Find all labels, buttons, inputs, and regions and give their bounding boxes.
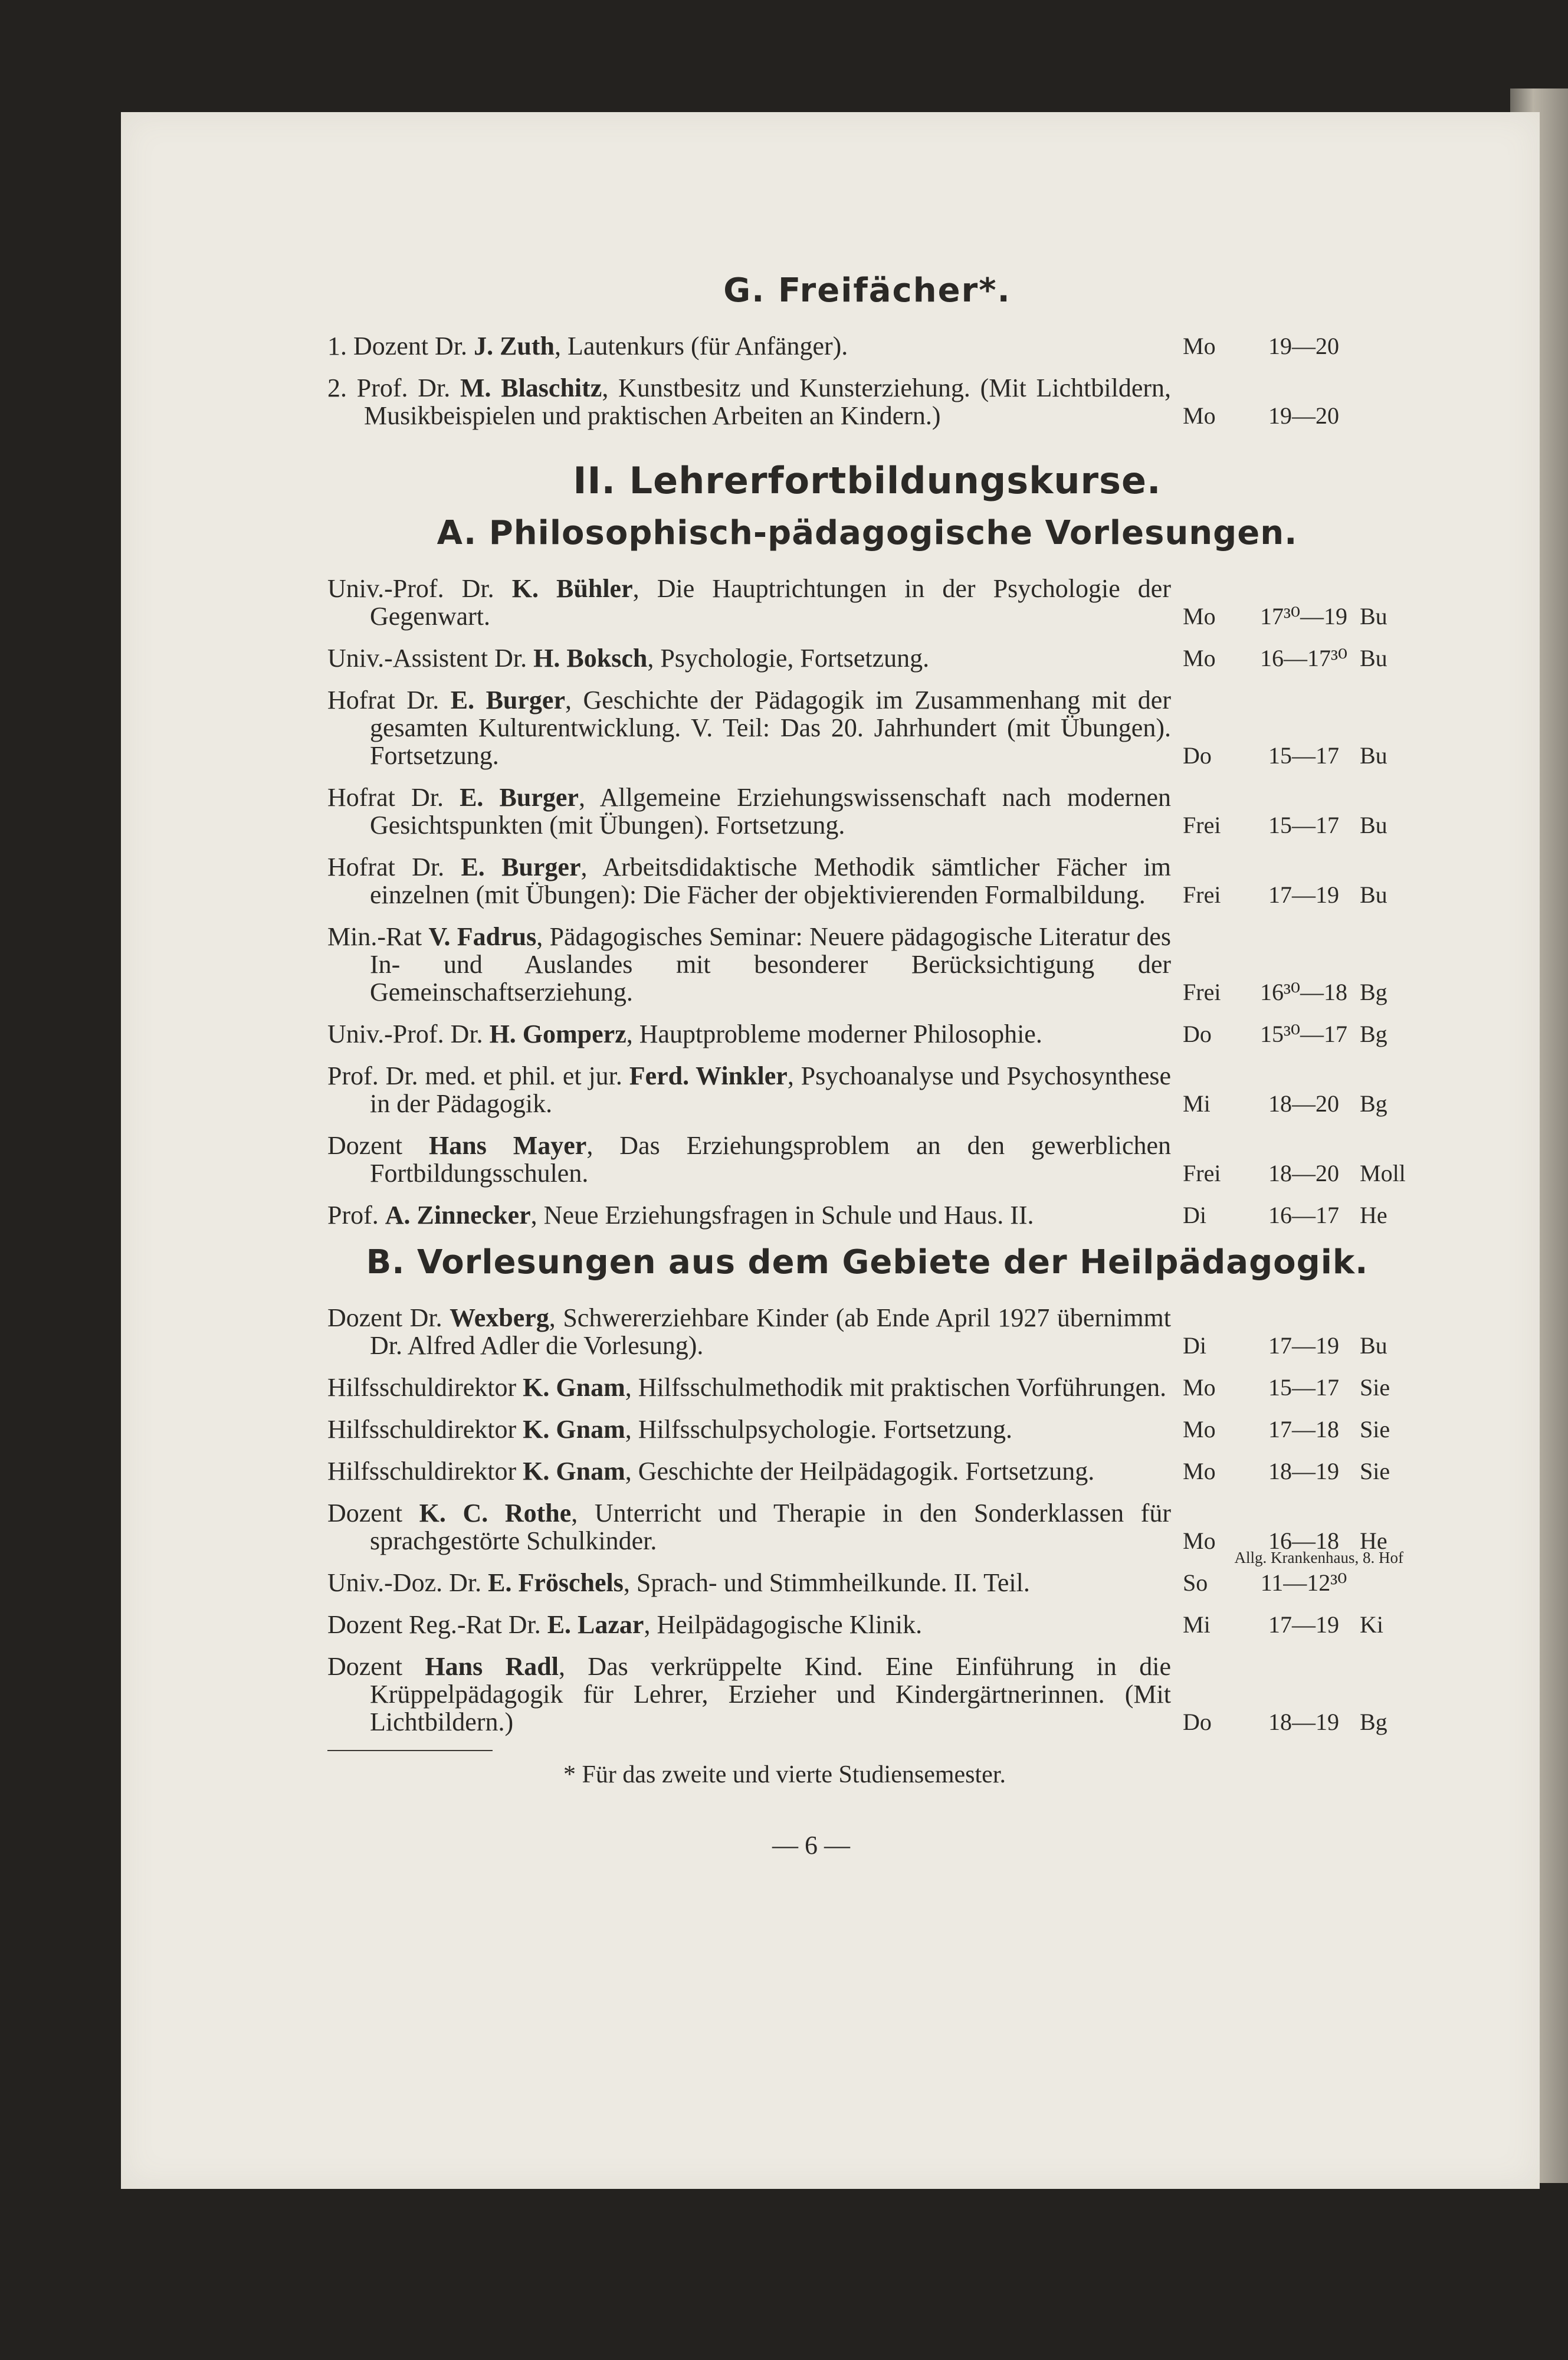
lecturer-title: Univ.-Assistent Dr. (327, 644, 534, 673)
lecturer-title: Hilfsschuldirektor (327, 1415, 523, 1444)
course-description (327, 686, 1171, 769)
course-entry (327, 1457, 1407, 1485)
course-description (327, 853, 1171, 909)
room-code: Bu (1360, 645, 1387, 671)
course-description (327, 644, 1171, 672)
schedule (1183, 644, 1407, 672)
location-note: Allg. Krankenhaus, 8. Hof (1234, 1549, 1403, 1566)
schedule (1183, 1374, 1407, 1401)
course-entry (327, 644, 1407, 672)
lecturer-title: Dozent Reg.-Rat Dr. (327, 1610, 547, 1639)
room-code: Bg (1360, 1709, 1387, 1735)
lecturer-name: H. Gomperz (489, 1020, 626, 1048)
section-a-list (327, 575, 1407, 1229)
schedule (1183, 978, 1407, 1006)
weekday: Frei (1183, 812, 1221, 838)
schedule (1183, 1457, 1407, 1485)
time-slot: 11—12³⁰ (1260, 1569, 1347, 1596)
weekday: Di (1183, 1332, 1206, 1359)
time-slot: 17³⁰—19 (1259, 603, 1348, 630)
section-a-title: A. Philosophisch-pädagogische Vorlesungen. (437, 514, 1298, 552)
schedule (1183, 602, 1407, 630)
course-description (327, 1020, 1171, 1048)
course-title: , Unterricht und Therapie in den Sonderklassen für sprachgestörte Schulkinder. (370, 1499, 1171, 1555)
time-slot: 15—17 (1268, 1374, 1339, 1401)
course-entry (327, 1062, 1407, 1117)
room-code: Moll (1360, 1160, 1406, 1186)
course-description (327, 1062, 1171, 1117)
schedule (1183, 1159, 1407, 1187)
course-description (327, 1499, 1171, 1555)
course-entry (327, 1304, 1407, 1359)
schedule (1183, 1549, 1407, 1597)
course-entry (327, 1374, 1407, 1401)
weekday: Mo (1183, 645, 1216, 671)
time-slot: 18—20 (1268, 1090, 1339, 1117)
course-description (327, 1457, 1171, 1485)
course-description (327, 1569, 1171, 1597)
weekday: Mi (1183, 1611, 1211, 1638)
course-entry (327, 1653, 1407, 1736)
lecturer-name: J. Zuth (474, 332, 555, 360)
lecturer-name: E. Burger (450, 686, 565, 714)
schedule (1183, 881, 1407, 909)
schedule (1183, 1020, 1407, 1048)
weekday: Do (1183, 1709, 1212, 1735)
section-b-list (327, 1304, 1407, 1736)
room-code: Bu (1360, 742, 1387, 769)
lecturer-title: Dozent (327, 1652, 425, 1681)
time-slot: 17—19 (1268, 1332, 1339, 1359)
room-code: Bg (1360, 1021, 1387, 1047)
room-code: Sie (1360, 1374, 1390, 1401)
lecturer-title: Hofrat Dr. (327, 783, 460, 812)
course-entry (327, 686, 1407, 769)
schedule (1183, 1708, 1407, 1736)
weekday: Di (1183, 1202, 1206, 1228)
course-entry (327, 923, 1407, 1006)
page-content (327, 271, 1407, 1860)
course-description (327, 1304, 1171, 1359)
section-g-title: G. Freifächer*. (723, 271, 1011, 310)
lecturer-title: Dozent (327, 1499, 419, 1528)
course-title: , Neue Erziehungsfragen in Schule und Haus. II. (530, 1201, 1034, 1230)
lecturer-title: Dozent Dr. (327, 1303, 450, 1332)
course-description (327, 1611, 1171, 1638)
lecturer-name: Wexberg (450, 1303, 549, 1332)
time-slot: 16—17³⁰ (1259, 645, 1348, 671)
time-slot: 19—20 (1268, 333, 1339, 359)
lecturer-name: H. Boksch (533, 644, 648, 673)
time-slot: 15—17 (1268, 742, 1339, 769)
lecturer-title: Hilfsschuldirektor (327, 1373, 523, 1402)
schedule (1183, 811, 1407, 839)
course-entry (327, 1611, 1407, 1638)
weekday: Frei (1183, 1160, 1221, 1186)
course-description (327, 575, 1171, 630)
lecturer-name: A. Zinnecker (385, 1201, 531, 1230)
lecturer-title: Hofrat Dr. (327, 853, 461, 881)
schedule (1183, 332, 1407, 360)
lecturer-name: Ferd. Winkler (629, 1061, 788, 1090)
lecturer-name: E. Burger (460, 783, 579, 812)
course-title: , Die Hauptrichtungen in der Psychologie der Gegenwart. (370, 574, 1171, 631)
lecturer-name: K. Bühler (511, 574, 633, 603)
part-ii-title: II. Lehrerfortbildungskurse. (573, 459, 1162, 502)
room-code: Bu (1360, 603, 1387, 630)
course-title: , Hilfsschulpsychologie. Fortsetzung. (625, 1415, 1013, 1444)
course-description (327, 923, 1171, 1006)
course-title: , Pädagogisches Seminar: Neuere pädagogische Literatur des In- und Auslandes mit besonderer Berücksichtigung der Gemeinschaftserziehung. (370, 922, 1171, 1007)
footnote: * Für das zweite und vierte Studiensemester. (563, 1761, 1006, 1788)
course-entry (327, 1020, 1407, 1048)
course-entry (327, 1549, 1407, 1597)
weekday: Do (1183, 1021, 1212, 1047)
room-code: He (1360, 1528, 1387, 1554)
course-title: , Geschichte der Pädagogik im Zusammenhang mit der gesamten Kulturentwicklung. V. Teil: Das 20. Jahrhundert (mit Übungen). Fortsetzung. (370, 686, 1171, 770)
time-slot: 15³⁰—17 (1259, 1021, 1348, 1047)
lecturer-name: E. Fröschels (488, 1568, 624, 1597)
course-title: , Hilfsschulmethodik mit praktischen Vorführungen. (625, 1373, 1167, 1402)
weekday: So (1183, 1569, 1208, 1596)
room-code: Bg (1360, 979, 1387, 1005)
course-description (327, 1132, 1171, 1187)
lecturer-title: Univ.-Prof. Dr. (327, 1020, 490, 1048)
schedule (1183, 1201, 1407, 1229)
time-slot: 15—17 (1268, 812, 1339, 838)
room-code: Bg (1360, 1090, 1387, 1117)
course-description (327, 1374, 1171, 1401)
course-description (327, 784, 1171, 839)
lecturer-title: Prof. Dr. med. et phil. et jur. (327, 1061, 629, 1090)
lecturer-name: E. Burger (461, 853, 581, 881)
course-title: , Lautenkurs (für Anfänger). (555, 332, 848, 360)
weekday: Mi (1183, 1090, 1211, 1117)
course-title: , Kunstbesitz und Kunsterziehung. (Mit Lichtbildern, Musikbeispielen und praktischen Arbeiten an Kindern.) (364, 373, 1172, 430)
lecturer-name: K. C. Rothe (419, 1499, 572, 1528)
course-title: , Schwererziehbare Kinder (ab Ende April 1927 übernimmt Dr. Alfred Adler die Vorlesung). (370, 1303, 1171, 1360)
lecturer-name: E. Lazar (547, 1610, 644, 1639)
time-slot: 16³⁰—18 (1259, 979, 1348, 1005)
room-code: Bu (1360, 1332, 1387, 1359)
course-title: , Heilpädagogische Klinik. (644, 1610, 923, 1639)
course-title: , Hauptprobleme moderner Philosophie. (626, 1020, 1042, 1048)
lecturer-title: Hilfsschuldirektor (327, 1457, 523, 1486)
lecturer-name: Hans Radl (425, 1652, 559, 1681)
course-entry (327, 1201, 1407, 1229)
lecturer-title: Dozent (327, 1131, 429, 1160)
course-description (327, 332, 1171, 360)
weekday: Frei (1183, 881, 1221, 908)
lecturer-title: Dozent Dr. (353, 332, 474, 360)
room-code: He (1360, 1202, 1387, 1228)
schedule (1183, 1090, 1407, 1117)
time-slot: 17—18 (1268, 1416, 1339, 1443)
course-description (327, 374, 1171, 430)
footnote-rule (327, 1750, 493, 1751)
room-code: Ki (1360, 1611, 1383, 1638)
course-title: , Das Erziehungsproblem an den gewerblichen Fortbildungsschulen. (370, 1131, 1172, 1188)
time-slot: 18—19 (1268, 1709, 1339, 1735)
course-title: , Psychoanalyse und Psychosynthese in der Pädagogik. (370, 1061, 1171, 1118)
entry-number: 1. (327, 332, 347, 360)
time-slot: 17—19 (1268, 1611, 1339, 1638)
course-title: , Arbeitsdidaktische Methodik sämtlicher Fächer im einzelnen (mit Übungen): Die Fächer der objektivierenden Formalbildung. (370, 853, 1171, 909)
weekday: Mo (1183, 1528, 1216, 1554)
section-b-title: B. Vorlesungen aus dem Gebiete der Heilpädagogik. (366, 1243, 1369, 1281)
time-slot: 16—18 (1268, 1528, 1339, 1554)
lecturer-title: Hofrat Dr. (327, 686, 451, 714)
course-title: , Psychologie, Fortsetzung. (647, 644, 930, 673)
course-description (327, 1653, 1171, 1736)
weekday: Frei (1183, 979, 1221, 1005)
weekday: Do (1183, 742, 1212, 769)
lecturer-title: Prof. Dr. (356, 373, 460, 402)
schedule (1183, 402, 1407, 430)
course-title: , Das verkrüppelte Kind. Eine Einführung in die Krüppelpädagogik für Lehrer, Erzieher und Kindergärtnerinnen. (Mit Lichtbildern.) (370, 1652, 1171, 1736)
lecturer-title: Univ.-Doz. Dr. (327, 1568, 488, 1597)
weekday: Mo (1183, 1374, 1216, 1401)
lecturer-name: K. Gnam (523, 1415, 625, 1444)
weekday: Mo (1183, 1458, 1216, 1484)
weekday: Mo (1183, 402, 1216, 429)
weekday: Mo (1183, 1416, 1216, 1443)
course-title: , Sprach- und Stimmheilkunde. II. Teil. (623, 1568, 1030, 1597)
time-slot: 18—19 (1268, 1458, 1339, 1484)
schedule (1183, 1332, 1407, 1359)
course-title: , Geschichte der Heilpädagogik. Fortsetzung. (625, 1457, 1095, 1486)
section-g-list (327, 332, 1407, 430)
course-entry (327, 1132, 1407, 1187)
course-description (327, 1201, 1171, 1229)
lecturer-title: Prof. (327, 1201, 385, 1230)
course-description (327, 1415, 1171, 1443)
course-entry (327, 1415, 1407, 1443)
lecturer-name: Hans Mayer (429, 1131, 587, 1160)
weekday: Mo (1183, 333, 1216, 359)
course-entry (327, 374, 1407, 430)
course-entry (327, 575, 1407, 630)
page-number: — 6 — (772, 1831, 850, 1860)
schedule (1183, 1611, 1407, 1638)
lecturer-name: K. Gnam (523, 1457, 625, 1486)
schedule (1183, 742, 1407, 769)
lecturer-title: Min.-Rat (327, 922, 429, 951)
time-slot: 17—19 (1268, 881, 1339, 908)
room-code: Bu (1360, 812, 1387, 838)
lecturer-name: K. Gnam (523, 1373, 625, 1402)
lecturer-title: Univ.-Prof. Dr. (327, 574, 512, 603)
schedule (1183, 1415, 1407, 1443)
room-code: Bu (1360, 881, 1387, 908)
course-entry (327, 784, 1407, 839)
time-slot: 18—20 (1268, 1160, 1339, 1186)
room-code: Sie (1360, 1458, 1390, 1484)
entry-number: 2. (327, 373, 347, 402)
time-slot: 16—17 (1268, 1202, 1339, 1228)
lecturer-name: V. Fadrus (428, 922, 537, 951)
time-slot: 19—20 (1268, 402, 1339, 429)
room-code: Sie (1360, 1416, 1390, 1443)
lecturer-name: M. Blaschitz (460, 373, 602, 402)
course-entry (327, 332, 1407, 360)
course-entry (327, 853, 1407, 909)
weekday: Mo (1183, 603, 1216, 630)
course-title: , Allgemeine Erziehungswissenschaft nach modernen Gesichtspunkten (mit Übungen). Fortsetzung. (370, 783, 1171, 840)
